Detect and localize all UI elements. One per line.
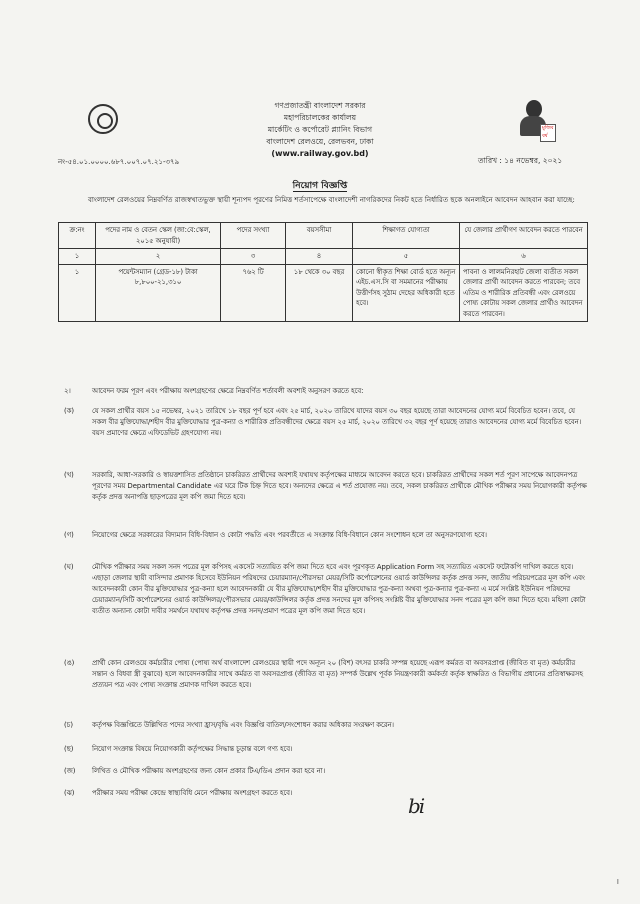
- condition-item: [58, 386, 588, 397]
- header-line-2: মহাপরিচালকের কার্যালয়: [283, 113, 357, 122]
- condition-number: (ক): [64, 407, 75, 415]
- condition-number: ২।: [64, 387, 71, 395]
- condition-text: যে সকল প্রার্থীর বয়স ১৫ নভেম্বর, ২০২১ তারিখে ১৮ বছর পূর্ণ হবে এবং ২৫ মার্চ, ২০২০ তারিখে যাদের বয়স ৩০ বছর হয়েছে তারা আবেদনের যোগ্য মর্মে বিবেচিত হবেন। তবে, যে সকল বীর মুক্তিযোদ্ধা/শহীদ বীর মুক্তিযোদ্ধার পুত্র-কন্যা ও শারীরিক প্রতিবন্ধীদের ক্ষেত্রে বয়স ২৫ মার্চ, ২০২০ তারিখে ৩২ বছর পূর্ণ হয়েছে তারাও আবেদনের যোগ্য মর্মে বিবেচিত হবেন। বয়স প্রমাণের ক্ষেত্রে এফিডেভিট গ্রহণযোগ্য নয়।: [92, 407, 582, 437]
- table-header: ক্র:নং: [59, 223, 96, 249]
- post-name-scale: পয়েন্টসম্যান (গ্রেড-১৮) টাকা ৮,৮০০-২১,৩১০: [96, 264, 221, 322]
- table-header: শিক্ষাগত যোগ্যতা: [353, 223, 460, 249]
- header-line-4: বাংলাদেশ রেলওয়ে, রেলভবন, ঢাকা: [266, 137, 374, 146]
- condition-number: (ঝ): [64, 789, 75, 797]
- condition-item: [58, 658, 588, 691]
- post-count: ৭৬২ টি: [221, 264, 286, 322]
- column-number: ৫: [353, 249, 460, 265]
- condition-item: [58, 562, 588, 617]
- condition-text: সরকারি, আধা-সরকারি ও স্বায়ত্তশাসিত প্রতিষ্ঠানে চাকরিরত প্রার্থীদের অবশ্যই যথাযথ কর্তৃপক্ষের মাধ্যমে আবেদন করতে হবে। চাকরিরত প্রার্থীদের সকল শর্ত পূরণ সাপেক্ষে আবেদনপত্র পূরণের সময় Departmental Candidate এর ঘরে টিক চিহ্ন দিতে হবে। অন্যদের ক্ষেত্রে এ শর্ত প্রযোজ্য নয়। তবে, সকল চাকরিরত প্রার্থীকে মৌখিক পরীক্ষার সময় নিয়োগকারী কর্তৃপক্ষ কর্তৃক প্রদত্ত অনাপত্তি ছাড়পত্রের মূল কপি জমা দিতে হবে।: [92, 471, 587, 501]
- page-marker: ।: [616, 877, 620, 886]
- table-header: যে জেলার প্রার্থীগণ আবেদন করতে পারবেন: [460, 223, 588, 249]
- notice-title: নিয়োগ বিজ্ঞপ্তি: [292, 181, 348, 191]
- condition-number: (চ): [64, 721, 73, 729]
- condition-item: [58, 720, 588, 731]
- condition-text: পরীক্ষার সময় পরীক্ষা কেন্দ্রে স্বাস্থ্যবিধি মেনে পরীক্ষায় অংশগ্রহণ করতে হবে।: [92, 789, 293, 797]
- memo-number: নং-৫৪.০১.০০০০.৬৮৭.০০৭.০৭.২১-৩৭৯: [58, 158, 180, 166]
- column-number: ১: [59, 249, 96, 265]
- condition-item: [58, 788, 588, 799]
- signature: bi: [408, 794, 424, 818]
- row-serial: ১: [59, 264, 96, 322]
- table-row: [59, 264, 588, 322]
- condition-number: (খ): [64, 471, 74, 479]
- column-number: ৬: [460, 249, 588, 265]
- intro-paragraph: বাংলাদেশ রেলওয়ের নিম্নবর্ণিত রাজস্বখাতভুক্ত স্থায়ী শূন্যপদ পূরণের নিমিত্ত শর্তসাপেক্ষে বাংলাদেশী নাগরিকদের নিকট হতে নির্ধারিত ছকে অনলাইনে আবেদন আহবান করা যাচ্ছে:: [88, 196, 575, 204]
- header-line-1: গণপ্রজাতন্ত্রী বাংলাদেশ সরকার: [274, 101, 366, 110]
- condition-item: [58, 406, 588, 439]
- condition-number: (জ): [64, 767, 76, 775]
- notice-date: তারিখ : ১৪ নভেম্বর, ২০২১: [478, 156, 563, 165]
- condition-number: (ঙ): [64, 659, 75, 667]
- letterhead: [220, 100, 420, 160]
- table-header: বয়সসীমা: [286, 223, 353, 249]
- portrait-logo-icon: [516, 98, 556, 144]
- condition-text: আবেদন ফরম পূরণ এবং পরীক্ষায় অংশগ্রহণের ক্ষেত্রে নিম্নবর্ণিত শর্তাবলী অবশ্যই অনুসরণ করতে হবে:: [92, 387, 364, 395]
- condition-number: (ছ): [64, 745, 74, 753]
- column-number: ৩: [221, 249, 286, 265]
- condition-item: [58, 530, 588, 541]
- condition-item: [58, 470, 588, 503]
- portrait-tag: মুজিব বর্ষ: [540, 124, 556, 142]
- condition-text: লিখিত ও মৌখিক পরীক্ষায় অংশগ্রহণের জন্য কোন প্রকার টিএ/ডিএ প্রদান করা হবে না।: [92, 767, 326, 775]
- condition-item: [58, 744, 588, 755]
- table-header-row: [59, 223, 588, 249]
- condition-text: নিয়োগের ক্ষেত্রে সরকারের বিদ্যমান বিধি-বিধান ও কোটা পদ্ধতি এবং পরবর্তীতে এ সংক্রান্ত বিধি-বিধানে কোন সংশোধন হলে তা অনুসরণযোগ্য হবে।: [92, 531, 487, 539]
- condition-text: প্রার্থী কোন রেলওয়ে কর্মচারীর পোষ্য (পোষ্য অর্থ বাংলাদেশ রেলওয়ের স্থায়ী পদে অন্যূন ২০ (বিশ) বৎসর চাকরি সম্পন্ন হয়েছে এরূপ কর্মরত বা অবসরপ্রাপ্ত (জীবিত বা মৃত) কর্মচারীর সন্তান ও বিধবা স্ত্রী বুঝাবে) হলে আবেদনকারীর সাথে কর্মরত বা অবসরপ্রাপ্ত (জীবিত বা মৃত) সম্পর্ক উল্লেখ পূর্বক নিয়ন্ত্রণকারী কর্মকর্তা কর্তৃক স্বাক্ষরিত ও বিভাগীয় প্রধানের প্রতিস্বাক্ষরসহ প্রত্যয়ন পত্র এবং পোষ্য সংক্রান্ত প্রমাণক দাখিল করতে হবে।: [92, 659, 583, 689]
- vacancy-table: [58, 222, 588, 322]
- eligible-districts: পাবনা ও লালমনিরহাট জেলা ব্যতীত সকল জেলার প্রার্থী আবেদন করতে পারবেন; তবে এতিম ও শারীরিক প্রতিবন্ধী এবং রেলওয়ে পোষ্য কোটায় সকল জেলার প্রার্থীও আবেদন করতে পারবেন।: [460, 264, 588, 322]
- age-limit: ১৮ থেকে ৩০ বছর: [286, 264, 353, 322]
- condition-text: কর্তৃপক্ষ বিজ্ঞপ্তিতে উল্লিখিত পদের সংখ্যা হ্রাস/বৃদ্ধি এবং বিজ্ঞপ্তি বাতিল/সংশোধন করার অধিকার সংরক্ষণ করেন।: [92, 721, 394, 729]
- website-url[interactable]: (www.railway.gov.bd): [271, 149, 369, 158]
- table-header: পদের সংখ্যা: [221, 223, 286, 249]
- column-number-row: [59, 249, 588, 265]
- condition-number: (ঘ): [64, 563, 74, 571]
- table-header: পদের নাম ও বেতন স্কেল (জা:বে:স্কেল, ২০১৫ অনুযায়ী): [96, 223, 221, 249]
- education-requirement: কোনো স্বীকৃত শিক্ষা বোর্ড হতে অন্যূন এইচ.এস.সি বা সমমানের পরীক্ষায় উত্তীর্ণসহ সুঠাম দেহের অধিকারী হতে হবে।: [353, 264, 460, 322]
- condition-item: [58, 766, 588, 777]
- column-number: ২: [96, 249, 221, 265]
- condition-text: মৌখিক পরীক্ষার সময় সকল সনদ পত্রের মূল কপিসহ একসেট সত্যায়িত কপি জমা দিতে হবে এবং পূরণকৃত Application Form সহ সত্যায়িত একসেট ফটোকপি দাখিল করতে হবে। এছাড়া জেলার স্থায়ী বাসিন্দার প্রমাণক হিসেবে ইউনিয়ন পরিষদের চেয়ারম্যান/পৌরসভা মেয়র/সিটি কর্পোরেশনের ওয়ার্ড কাউন্সিলর কর্তৃক প্রদত্ত সনদ, জাতীয় পরিচয়পত্রের মূল কপি এবং আবেদনকারী কোন বীর মুক্তিযোদ্ধার পুত্র-কন্যা হলে আবেদনকারী যে বীর মুক্তিযোদ্ধা/শহীদ বীর মুক্তিযোদ্ধার পুত্র-কন্যা অথবা পুত্র-কন্যার পুত্র-কন্যা এ মর্মে সংশ্লিষ্ট ইউনিয়ন পরিষদের চেয়ারম্যান/সিটি কর্পোরেশনের ওয়ার্ড কাউন্সিলর/পৌরসভার মেয়র/কাউন্সিলর কর্তৃক প্রদত্ত সনদের মূল কপিসহ সংশ্লিষ্ট বীর মুক্তিযোদ্ধার সনদ পত্রের মূল কপি জমা দিতে হবে। মহিলা কোটা ব্যতীত অন্যান্য কোটা দাবীর সমর্থনে যথাযথ কর্তৃপক্ষ প্রদত্ত সনদ/প্রমাণ পত্রের মূল কপি জমা দিতে হবে।: [92, 563, 586, 615]
- government-emblem-icon: [88, 104, 118, 134]
- header-line-3: মার্কেটিং ও কর্পোরেট প্ল্যানিং বিভাগ: [267, 125, 373, 134]
- condition-number: (গ): [64, 531, 74, 539]
- column-number: ৪: [286, 249, 353, 265]
- condition-text: নিয়োগ সংক্রান্ত বিষয়ে নিয়োগকারী কর্তৃপক্ষের সিদ্ধান্ত চূড়ান্ত বলে গণ্য হবে।: [92, 745, 293, 753]
